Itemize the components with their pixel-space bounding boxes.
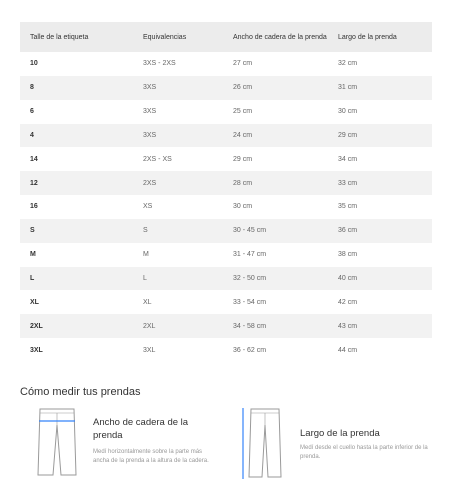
pants-hip-measure-icon — [34, 407, 80, 477]
cell-label-size: 8 — [30, 84, 34, 92]
table-row — [20, 124, 432, 148]
cell-label-size: 2XL — [30, 322, 43, 330]
cell-length: 40 cm — [338, 275, 358, 283]
length-description: Medí desde el cuello hasta la parte inferior de la prenda. — [300, 445, 428, 460]
cell-hip-width: 24 cm — [233, 131, 253, 139]
header-length: Largo de la prenda — [338, 33, 397, 41]
table-row — [20, 171, 432, 195]
table-row — [20, 100, 432, 124]
cell-length: 31 cm — [338, 84, 358, 92]
cell-label-size: M — [30, 251, 36, 259]
cell-equivalence: M — [143, 251, 149, 259]
cell-length: 38 cm — [338, 251, 358, 259]
cell-hip-width: 30 cm — [233, 203, 253, 211]
cell-label-size: 16 — [30, 203, 38, 211]
cell-length: 44 cm — [338, 346, 358, 354]
table-row — [20, 314, 432, 338]
cell-hip-width: 31 - 47 cm — [233, 251, 267, 259]
cell-length: 36 cm — [338, 227, 358, 235]
cell-length: 43 cm — [338, 322, 358, 330]
hip-width-guide-card — [20, 407, 225, 485]
cell-length: 32 cm — [338, 60, 358, 68]
cell-equivalence: 3XS — [143, 131, 157, 139]
cell-equivalence: 3XS — [143, 84, 157, 92]
table-row — [20, 195, 432, 219]
cell-equivalence: XS — [143, 203, 153, 211]
hip-width-heading: Ancho de cadera de la prenda — [93, 417, 189, 441]
header-equivalences: Equivalencias — [143, 33, 187, 41]
table-row — [20, 76, 432, 100]
cell-hip-width: 33 - 54 cm — [233, 298, 267, 306]
cell-hip-width: 29 cm — [233, 155, 253, 163]
header-hip-width: Ancho de cadera de la prenda — [233, 33, 327, 41]
cell-equivalence: XL — [143, 298, 152, 306]
table-row — [20, 267, 432, 291]
table-body — [20, 52, 432, 362]
cell-hip-width: 27 cm — [233, 60, 253, 68]
cell-hip-width: 34 - 58 cm — [233, 322, 267, 330]
cell-length: 30 cm — [338, 108, 358, 116]
table-row — [20, 243, 432, 267]
cell-length: 35 cm — [338, 203, 358, 211]
cell-hip-width: 36 - 62 cm — [233, 346, 267, 354]
cell-length: 33 cm — [338, 179, 358, 187]
header-label-size: Talle de la etiqueta — [30, 33, 89, 41]
cell-hip-width: 28 cm — [233, 179, 253, 187]
cell-hip-width: 30 - 45 cm — [233, 227, 267, 235]
length-guide-card — [227, 407, 433, 485]
table-header-row — [20, 22, 432, 52]
table-row — [20, 338, 432, 362]
cell-equivalence: 2XS — [143, 179, 157, 187]
cell-length: 42 cm — [338, 298, 358, 306]
cell-label-size: XL — [30, 298, 39, 306]
cell-equivalence: 3XS — [143, 108, 157, 116]
cell-equivalence: L — [143, 275, 147, 283]
pants-length-measure-icon — [241, 407, 287, 481]
cell-label-size: L — [30, 275, 35, 283]
cell-equivalence: 2XL — [143, 322, 156, 330]
hip-width-description: Medí horizontalmente sobre la parte más ancha de la prenda a la altura de la cadera. — [93, 449, 209, 464]
cell-hip-width: 25 cm — [233, 108, 253, 116]
cell-label-size: 12 — [30, 179, 38, 187]
length-heading: Largo de la prenda — [300, 428, 380, 439]
cell-equivalence: S — [143, 227, 148, 235]
cell-label-size: 3XL — [30, 346, 43, 354]
cell-label-size: 6 — [30, 108, 34, 116]
table-row — [20, 219, 432, 243]
how-to-measure-title: Cómo medir tus prendas — [20, 386, 141, 398]
cell-label-size: 4 — [30, 131, 34, 139]
cell-length: 34 cm — [338, 155, 358, 163]
table-row — [20, 52, 432, 76]
cell-equivalence: 2XS - XS — [143, 155, 172, 163]
table-row — [20, 290, 432, 314]
size-chart-table — [20, 22, 432, 362]
cell-hip-width: 32 - 50 cm — [233, 275, 267, 283]
cell-hip-width: 26 cm — [233, 84, 253, 92]
cell-label-size: S — [30, 227, 35, 235]
cell-label-size: 14 — [30, 155, 38, 163]
cell-equivalence: 3XS - 2XS — [143, 60, 176, 68]
cell-label-size: 10 — [30, 60, 38, 68]
cell-length: 29 cm — [338, 131, 358, 139]
table-row — [20, 147, 432, 171]
cell-equivalence: 3XL — [143, 346, 156, 354]
